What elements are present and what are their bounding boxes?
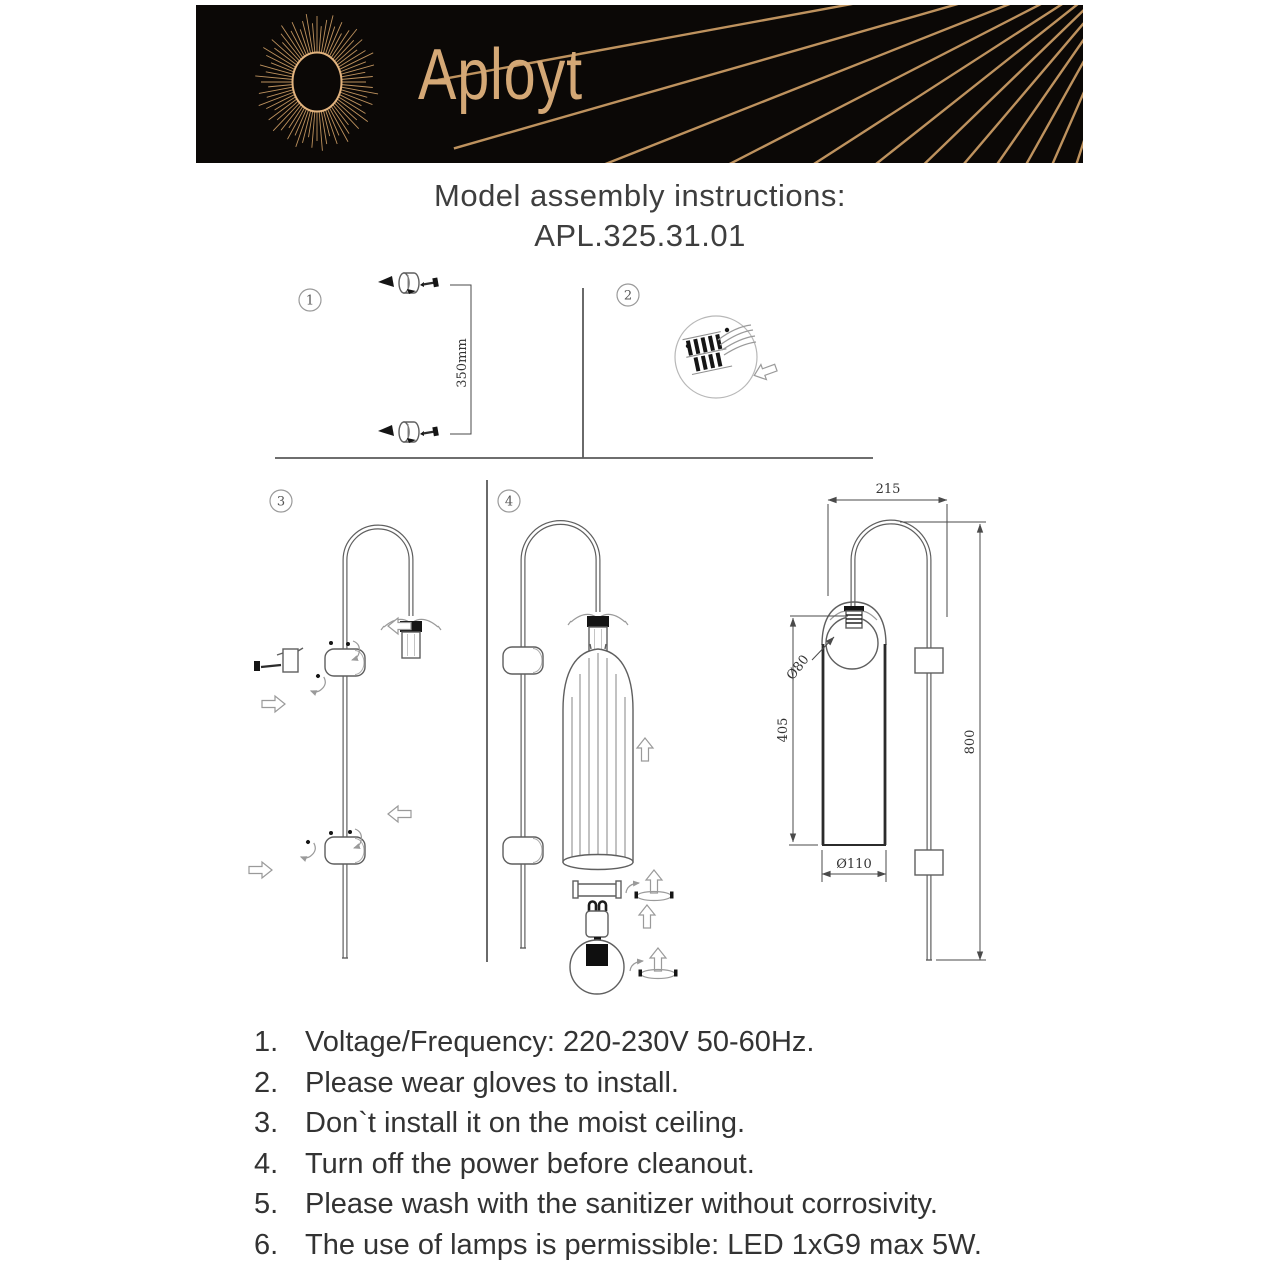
dim-215: 215 bbox=[875, 482, 901, 497]
fluted-glass-shade bbox=[563, 644, 633, 870]
step4-diagram bbox=[498, 490, 678, 994]
item-number: 3. bbox=[254, 1107, 279, 1139]
instruction-item bbox=[254, 1144, 1074, 1185]
rod-bracket-top bbox=[503, 647, 543, 674]
title-line1: Model assembly instructions: bbox=[434, 178, 846, 213]
instruction-item bbox=[254, 1103, 1074, 1144]
item-number: 1. bbox=[254, 1026, 279, 1058]
wall-plate-part bbox=[254, 648, 303, 672]
glass-ball bbox=[570, 940, 624, 994]
item-number: 4. bbox=[254, 1147, 279, 1180]
item-text: Please wear gloves to install. bbox=[305, 1066, 679, 1099]
instruction-item bbox=[254, 1184, 1074, 1225]
instruction-item bbox=[254, 1063, 1074, 1104]
terminal-block bbox=[683, 331, 733, 375]
shade-outline bbox=[822, 602, 886, 845]
screw-turn-arrow bbox=[306, 672, 328, 695]
item-number: 6. bbox=[254, 1228, 279, 1261]
rod-bracket-bottom bbox=[325, 837, 365, 864]
lift-arrow bbox=[637, 738, 653, 761]
lamp-socket bbox=[568, 614, 628, 653]
wall-bracket bbox=[915, 850, 943, 875]
item-text: Don`t install it on the moist ceiling. bbox=[305, 1107, 746, 1139]
step2-diagram bbox=[617, 284, 779, 398]
step2-number: 2 bbox=[623, 288, 633, 304]
rotate-lift-arrow bbox=[626, 870, 674, 901]
slide-arrow bbox=[262, 696, 285, 712]
wall-anchor-bottom bbox=[378, 422, 439, 443]
title-line2-model-number: APL.325.31.01 bbox=[534, 218, 746, 253]
g9-bulb bbox=[586, 902, 608, 944]
item-number: 5. bbox=[254, 1188, 279, 1220]
wires bbox=[718, 325, 756, 355]
dim-800: 800 bbox=[963, 729, 978, 755]
rotate-lift-arrow bbox=[630, 948, 678, 979]
brand-name: Aployt bbox=[418, 35, 583, 115]
instruction-list bbox=[254, 1022, 1074, 1265]
dim-405: 405 bbox=[776, 717, 791, 743]
item-number: 2. bbox=[254, 1066, 279, 1099]
slide-arrow bbox=[388, 806, 411, 822]
screw-turn-arrow bbox=[296, 838, 318, 861]
item-text: Please wash with the sanitizer without corrosivity. bbox=[305, 1188, 938, 1220]
step1-diagram bbox=[299, 273, 471, 443]
instruction-item bbox=[254, 1022, 1074, 1063]
item-text: The use of lamps is permissible: LED 1xG9 max 5W. bbox=[305, 1228, 982, 1261]
dim-350mm: 350mm bbox=[455, 338, 470, 388]
lift-arrow bbox=[639, 905, 655, 928]
instruction-item bbox=[254, 1225, 1074, 1266]
dim-ball-diameter: Ø80 bbox=[783, 652, 813, 684]
step4-number: 4 bbox=[504, 494, 514, 510]
item-text: Turn off the power before cleanout. bbox=[305, 1147, 755, 1180]
wall-bracket bbox=[915, 648, 943, 673]
step1-number: 1 bbox=[305, 293, 315, 309]
dim-shade-diameter: Ø110 bbox=[836, 857, 872, 872]
slide-arrow bbox=[249, 862, 272, 878]
dimension-diagram bbox=[776, 482, 986, 960]
step3-number: 3 bbox=[276, 494, 286, 510]
step3-diagram bbox=[249, 490, 441, 958]
retainer-ring bbox=[573, 881, 621, 898]
rod-bracket-bottom bbox=[503, 837, 543, 864]
insert-arrow bbox=[752, 360, 779, 383]
wall-anchor-top bbox=[378, 273, 439, 294]
item-text: Voltage/Frequency: 220-230V 50-60Hz. bbox=[305, 1026, 815, 1058]
